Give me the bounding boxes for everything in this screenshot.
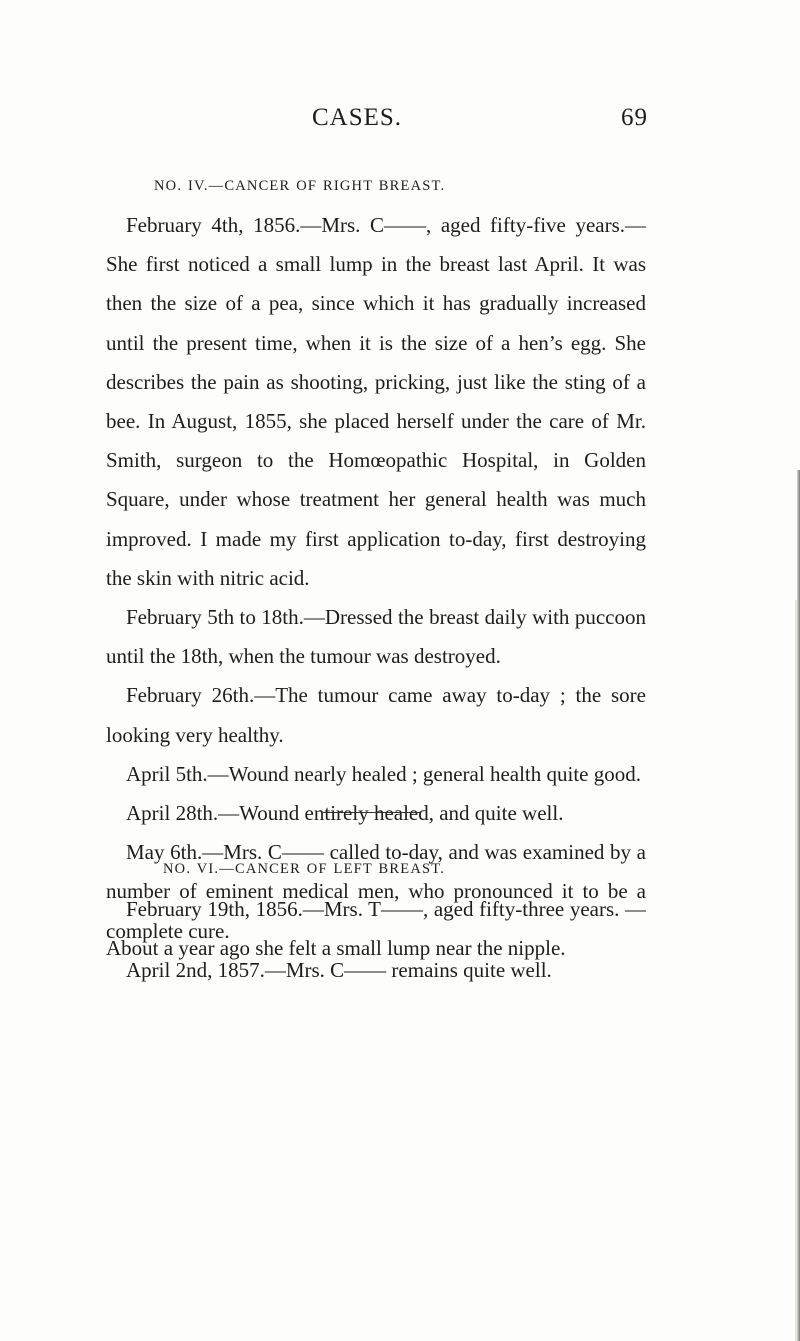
case-iv-paragraph-5: April 28th.—Wound entirely healed, and quite well. bbox=[126, 801, 564, 826]
case-vi-paragraph-1: February 19th, 1856.—Mrs. T——, aged fifty-three years. —About a year ago she felt a small lump near the nipple. bbox=[106, 897, 646, 961]
page-number: 69 bbox=[621, 104, 648, 131]
running-title: CASES. bbox=[312, 104, 403, 131]
case-vi-title: NO. VI.—CANCER OF LEFT BREAST. bbox=[163, 861, 446, 877]
case-iv-title: NO. IV.—CANCER OF RIGHT BREAST. bbox=[154, 178, 446, 194]
case-iv-paragraph-6: May 6th.—Mrs. C—— called to-day, and was examined by a number of eminent medical men, who pronounced it to be a complete cure. bbox=[106, 840, 646, 943]
case-vi-body bbox=[106, 890, 646, 968]
case-iv-paragraph-2: February 5th to 18th.—Dressed the breast daily with puccoon until the 18th, when the tumour was destroyed. bbox=[106, 605, 646, 669]
case-iv-paragraph-1: February 4th, 1856.—Mrs. C——, aged fifty-five years.— She first noticed a small lump in the breast last April. It was then the size of a pea, since which it has gradually increased until the present time, when it is the size of a hen’s egg. She describes the pain as shooting, pricking, just like the sting of a bee. In August, 1855, she placed herself under the care of Mr. Smith, surgeon to the Homœopathic Hospital, in Golden Square, under whose treatment her general health was much improved. I made my first application to-day, first destroying the skin with nitric acid. bbox=[106, 213, 646, 590]
case-iv-paragraph-3: February 26th.—The tumour came away to-day ; the sore looking very healthy. bbox=[106, 683, 646, 747]
case-iv-paragraph-7: April 2nd, 1857.—Mrs. C—— remains quite well. bbox=[126, 957, 552, 982]
case-iv-paragraph-4: April 5th.—Wound nearly healed ; general health quite good. bbox=[126, 761, 641, 786]
running-head bbox=[0, 104, 800, 138]
section-divider bbox=[323, 812, 421, 813]
